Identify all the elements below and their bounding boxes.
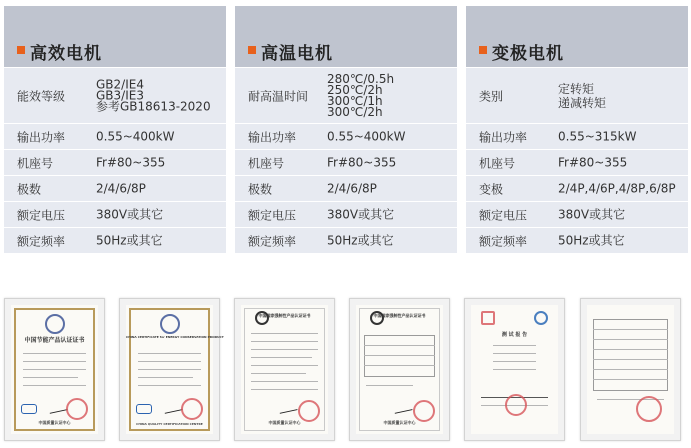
text-line (138, 361, 201, 362)
certificate-org: 中国质量认证中心 (383, 420, 416, 425)
spec-label: 额定电压 (479, 208, 528, 222)
spec-label: 变极 (479, 182, 504, 196)
spec-value (327, 209, 394, 220)
red-seal-icon (298, 400, 320, 422)
spec-row (235, 149, 457, 175)
spec-panel-high-temperature-motor (235, 6, 457, 252)
orange-square-icon (479, 46, 487, 54)
spec-value (558, 183, 676, 194)
spec-row (4, 175, 226, 201)
spec-row (235, 123, 457, 149)
spec-value-line: Fr#80~355 (96, 155, 166, 169)
spec-label: 额定频率 (479, 234, 528, 248)
spec-value-line: 380V或其它 (327, 207, 395, 221)
certificate-org: 中国质量认证中心 (268, 420, 301, 425)
panel-header (4, 6, 226, 67)
spec-value-line: 380V或其它 (96, 207, 164, 221)
spec-value-line: 250℃/2h (327, 82, 383, 97)
spec-label: 额定电压 (248, 208, 297, 222)
spec-panel-pole-changing-motor (466, 6, 688, 252)
spec-value (327, 183, 377, 194)
spec-value (327, 157, 396, 168)
certificate-paper (356, 305, 443, 434)
data-table-graphic (364, 335, 435, 377)
orange-square-icon (248, 46, 256, 54)
spec-value (96, 157, 165, 168)
text-line (23, 361, 86, 362)
text-line (23, 377, 78, 378)
spec-label: 能效等级 (17, 89, 66, 103)
text-line (493, 353, 536, 354)
certificate-title: CHINA CERTIFICATE for ENERGY CONSERVATION PRODUCT (126, 335, 224, 339)
certificate-image (234, 298, 335, 441)
spec-row (4, 123, 226, 149)
spec-value-line: 2/4P,4/6P,4/8P,6/8P (558, 181, 676, 195)
spec-row (4, 227, 226, 253)
spec-value (558, 209, 625, 220)
spec-value (327, 131, 406, 142)
text-line (23, 353, 86, 354)
spec-label: 输出功率 (17, 130, 66, 144)
spec-label: 额定频率 (17, 234, 66, 248)
table-line (593, 329, 668, 330)
spec-value (327, 235, 394, 246)
spec-row (235, 67, 457, 123)
text-line (138, 385, 201, 386)
spec-value-line: GB3/IE3 (96, 88, 144, 102)
spec-value (327, 71, 395, 119)
certificate-paper (11, 305, 98, 434)
panel-title: 高效电机 (30, 44, 102, 64)
table-line (593, 339, 668, 340)
spec-row (4, 67, 226, 123)
spec-value (96, 183, 146, 194)
table-line (593, 359, 668, 360)
table-line (593, 369, 668, 370)
spec-value (96, 235, 163, 246)
spec-value-line: 300℃/2h (327, 104, 383, 119)
certificate-org: 中国质量认证中心 (38, 420, 71, 425)
spec-value (558, 131, 637, 142)
spec-value (96, 131, 175, 142)
spec-value-line: 50Hz或其它 (327, 233, 394, 247)
spec-value (96, 79, 211, 112)
certificate-title: 中国国家强制性产品认证证书 (258, 313, 311, 318)
spec-value-line: 50Hz或其它 (96, 233, 163, 247)
text-line (251, 389, 318, 390)
spec-label: 额定频率 (248, 234, 297, 248)
cnas-logo-icon (534, 311, 548, 325)
spec-row (466, 149, 688, 175)
spec-value-line: Fr#80~355 (558, 155, 628, 169)
text-line (251, 341, 318, 342)
spec-value (558, 157, 627, 168)
panel-header (466, 6, 688, 67)
text-line (493, 361, 536, 362)
spec-row (4, 201, 226, 227)
certificate-org: CHINA QUALITY CERTIFICATION CENTRE (136, 422, 203, 426)
spec-row (466, 123, 688, 149)
text-line (251, 373, 306, 374)
emblem-icon (45, 314, 65, 334)
text-line (366, 385, 413, 386)
text-line (23, 369, 86, 370)
spec-value-line: 2/4/6/8P (327, 181, 377, 195)
spec-label: 输出功率 (248, 130, 297, 144)
spec-value-line: 参考GB18613-2020 (96, 99, 211, 113)
cma-logo-icon (481, 311, 495, 325)
spec-row (466, 67, 688, 123)
certificate-image (580, 298, 681, 441)
table-line (593, 379, 668, 380)
certificate-title: 中国节能产品认证证书 (24, 337, 85, 344)
spec-value (96, 209, 163, 220)
spec-row (235, 175, 457, 201)
certificate-image (349, 298, 450, 441)
certificate-paper (587, 305, 674, 434)
spec-label: 输出功率 (479, 130, 528, 144)
text-line (251, 381, 318, 382)
spec-value-line: GB2/IE4 (96, 77, 144, 91)
report-title: 测 试 报 告 (501, 332, 528, 338)
spec-panel-high-efficiency-motor (4, 6, 226, 252)
panel-title: 变极电机 (492, 44, 564, 64)
spec-value-line: Fr#80~355 (327, 155, 397, 169)
table-line (364, 345, 435, 346)
spec-label: 类别 (479, 89, 504, 103)
spec-row (235, 201, 457, 227)
cqc-logo-icon (21, 404, 37, 414)
certificate-title: 中国国家强制性产品认证证书 (373, 313, 426, 318)
panel-title: 高温电机 (261, 44, 333, 64)
spec-row (466, 201, 688, 227)
text-line (138, 377, 193, 378)
text-line (251, 349, 318, 350)
spec-label: 机座号 (479, 156, 516, 170)
table-line (364, 365, 435, 366)
red-seal-icon (66, 398, 88, 420)
certificate-image (4, 298, 105, 441)
text-line (251, 333, 318, 334)
red-seal-icon (413, 400, 435, 422)
red-seal-icon (636, 396, 662, 422)
spec-label: 机座号 (248, 156, 285, 170)
spec-value-line: 300℃/1h (327, 93, 383, 108)
orange-square-icon (17, 46, 25, 54)
text-line (23, 385, 86, 386)
certificate-paper (241, 305, 328, 434)
text-line (138, 369, 201, 370)
red-seal-icon (505, 394, 527, 416)
spec-value-line: 50Hz或其它 (558, 233, 625, 247)
text-line (251, 365, 318, 366)
spec-label: 机座号 (17, 156, 54, 170)
spec-row (4, 149, 226, 175)
certificate-image (119, 298, 224, 441)
spec-value-line: 380V或其它 (558, 207, 626, 221)
spec-row (466, 175, 688, 201)
certificate-paper (126, 305, 224, 434)
spec-label: 极数 (248, 182, 273, 196)
certificate-paper (471, 305, 558, 434)
spec-value (558, 235, 625, 246)
spec-row (466, 227, 688, 253)
spec-value-line: 2/4/6/8P (96, 181, 146, 195)
spec-label: 额定电压 (17, 208, 66, 222)
spec-label: 极数 (17, 182, 42, 196)
spec-row (235, 227, 457, 253)
certificate-image (464, 298, 565, 441)
spec-value-line: 0.55~400kW (96, 129, 175, 143)
table-line (593, 349, 668, 350)
cqc-logo-icon (136, 404, 152, 414)
text-line (493, 345, 536, 346)
red-seal-icon (181, 398, 203, 420)
emblem-icon (160, 314, 180, 334)
text-line (251, 357, 312, 358)
text-line (493, 369, 536, 370)
spec-value-line: 0.55~315kW (558, 129, 637, 143)
spec-value-line: 280℃/0.5h (327, 71, 395, 86)
spec-value-line: 定转矩 (558, 81, 595, 96)
text-line (138, 353, 201, 354)
panel-header (235, 6, 457, 67)
spec-value (558, 82, 606, 110)
spec-value-line: 0.55~400kW (327, 129, 406, 143)
spec-label: 耐高温时间 (248, 89, 309, 103)
spec-value-line: 递减转矩 (558, 95, 607, 110)
table-line (364, 355, 435, 356)
